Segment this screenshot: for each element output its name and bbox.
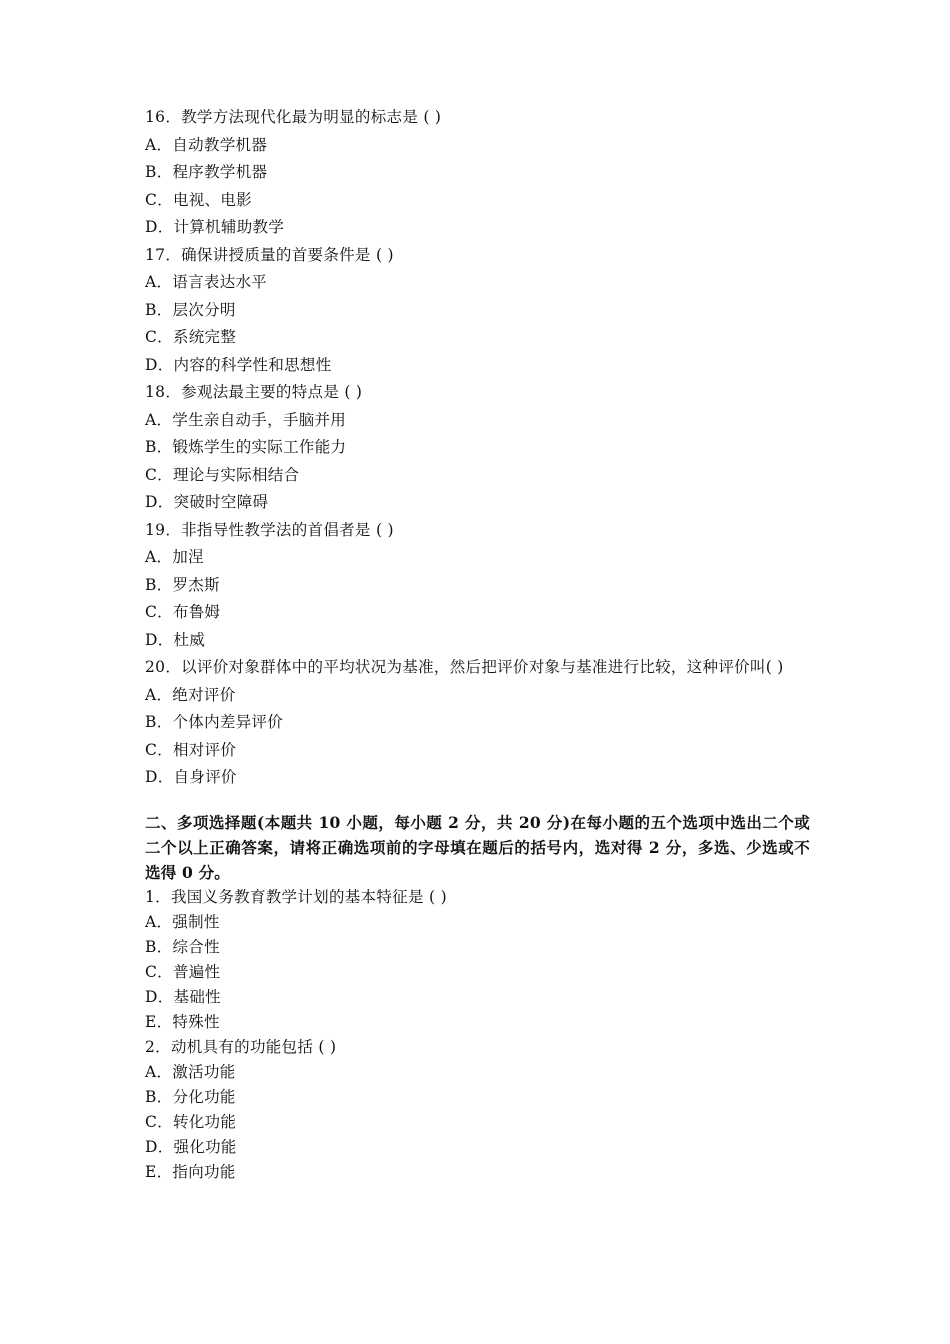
- option-c: C．相对评价: [145, 740, 237, 759]
- option-c: C．转化功能: [145, 1112, 237, 1131]
- option-a: A．加涅: [145, 548, 204, 566]
- question-text: 16．教学方法现代化最为明显的标志是 ( ): [145, 108, 442, 126]
- option-a: A．学生亲自动手，手脑并用: [145, 410, 347, 429]
- option-d: D．计算机辅助教学: [145, 218, 285, 236]
- option-a: A．绝对评价: [145, 685, 236, 704]
- option-a: A．激活功能: [145, 1062, 236, 1081]
- option-b: B．层次分明: [145, 300, 236, 319]
- option-c: C．电视、电影: [145, 190, 252, 209]
- option-d: D．基础性: [145, 987, 221, 1006]
- option-b: B．分化功能: [145, 1087, 236, 1106]
- option-c: C．系统完整: [145, 328, 237, 346]
- option-e: E．特殊性: [145, 1012, 220, 1031]
- option-b: B．个体内差异评价: [145, 713, 284, 731]
- option-b: B．程序教学机器: [145, 163, 268, 181]
- section-heading: 二、多项选择题(本题共 10 小题，每小题 2 分，共 20 分)在每小题的五个选项中选出二个或二个以上正确答案，请将正确选项前的字母填在题后的括号内，选对得 2 分，多选、少选或不选得 0 分。: [145, 812, 810, 882]
- question-19: [145, 517, 810, 655]
- section-multiple-choice: [145, 810, 810, 1185]
- option-d: D．自身评价: [145, 768, 237, 786]
- option-c: C．布鲁姆: [145, 603, 221, 621]
- option-c: C．普遍性: [145, 962, 221, 981]
- question-text: 19．非指导性教学法的首倡者是 ( ): [145, 520, 394, 539]
- option-c: C．理论与实际相结合: [145, 465, 300, 484]
- question-text: 1．我国义务教育教学计划的基本特征是 ( ): [145, 887, 447, 906]
- question-20: [145, 654, 810, 792]
- option-b: B．罗杰斯: [145, 575, 220, 594]
- option-a: A．自动教学机器: [145, 135, 268, 154]
- mc-question-2: [145, 1035, 810, 1185]
- document-page: [145, 104, 810, 1185]
- option-d: D．突破时空障碍: [145, 493, 269, 511]
- question-text: 17．确保讲授质量的首要条件是 ( ): [145, 245, 394, 264]
- option-d: D．内容的科学性和思想性: [145, 355, 332, 374]
- question-text: 2．动机具有的功能包括 ( ): [145, 1037, 337, 1056]
- question-text: 18．参观法最主要的特点是 ( ): [145, 383, 363, 401]
- question-text: 20．以评价对象群体中的平均状况为基准，然后把评价对象与基准进行比较，这种评价叫( ): [145, 658, 784, 676]
- option-d: D．强化功能: [145, 1137, 237, 1156]
- question-18: [145, 379, 810, 517]
- option-d: D．杜威: [145, 630, 206, 649]
- option-a: A．语言表达水平: [145, 273, 268, 291]
- question-17: [145, 242, 810, 380]
- option-a: A．强制性: [145, 912, 220, 931]
- option-b: B．锻炼学生的实际工作能力: [145, 438, 347, 456]
- option-b: B．综合性: [145, 937, 220, 956]
- mc-question-1: [145, 885, 810, 1035]
- question-16: [145, 104, 810, 242]
- option-e: E．指向功能: [145, 1162, 236, 1181]
